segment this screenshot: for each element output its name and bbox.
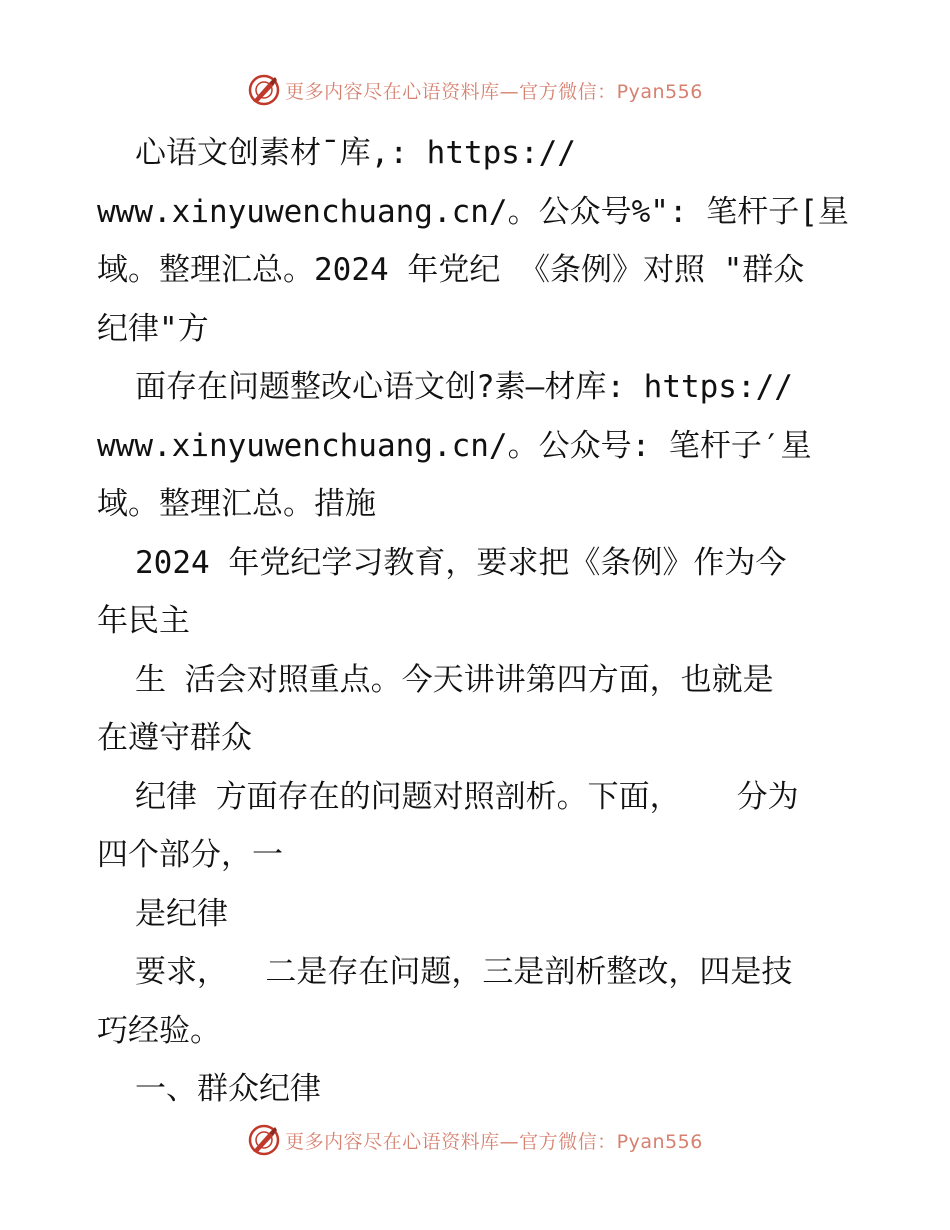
footer-banner-text: 更多内容尽在心语资料库—官方微信：Pyan556 (285, 1130, 703, 1153)
section-heading: 一、群众纪律 (135, 1071, 321, 1107)
header-banner (0, 70, 950, 110)
paragraph: 2024 年党纪学习教育，要求把《条例》作为今 年民主 (97, 544, 787, 639)
paragraph: 生 活会对照重点。今天讲讲第四方面，也就是 在遵守群众 (97, 661, 774, 756)
paragraph: 面存在问题整改心语文创?素—材库: https:// www.xinyuwenchuang.cn/。公众号: 笔杆子′星 域。整理汇总。措施 (97, 369, 812, 522)
brush-logo-icon (247, 73, 281, 107)
document-body (97, 124, 857, 1119)
paragraph: 要求， 二是存在问题，三是剖析整改，四是技 巧经验。 (97, 954, 793, 1049)
header-banner-text: 更多内容尽在心语资料库—官方微信：Pyan556 (285, 80, 703, 103)
brush-logo-icon (247, 1123, 281, 1157)
paragraph: 心语文创素材¯库,: https:// www.xinyuwenchuang.cn/。公众号%": 笔杆子[星 域。整理汇总。2024 年党纪 《条例》对照 "群众 纪律"方 (97, 135, 849, 347)
paragraph: 纪律 方面存在的问题对照剖析。下面， 分为 四个部分，一 (97, 778, 799, 873)
footer-banner (0, 1120, 950, 1160)
paragraph: 是纪律 (135, 895, 228, 932)
